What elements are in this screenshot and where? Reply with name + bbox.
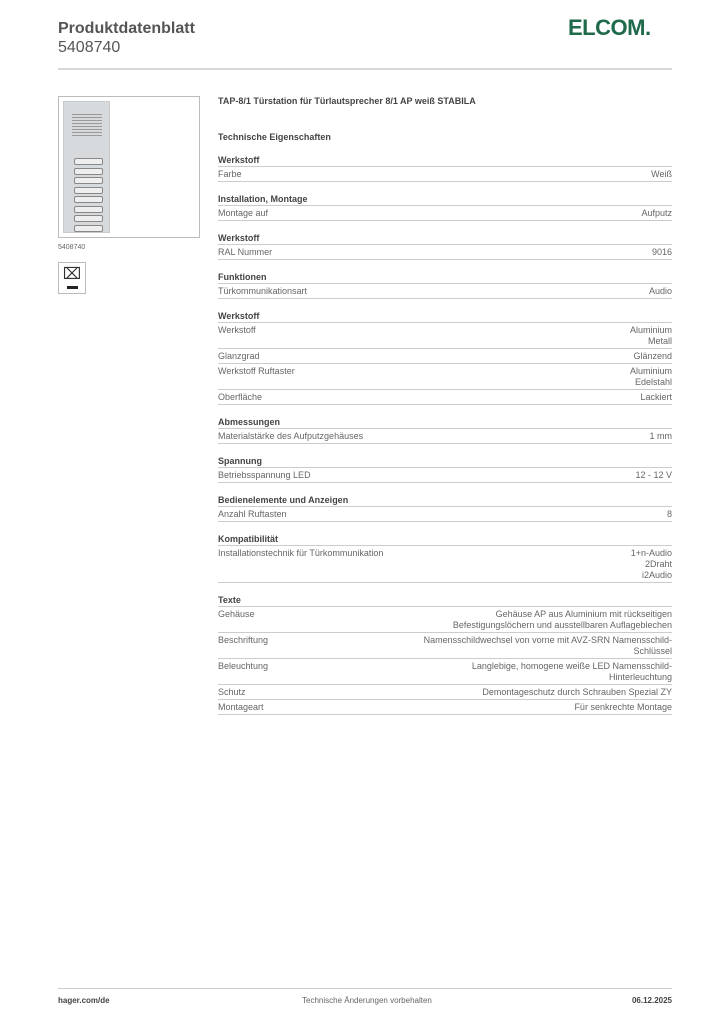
spec-value: Audio: [648, 286, 672, 296]
spec-label: Beleuchtung: [218, 661, 269, 671]
spec-value: 8: [666, 509, 672, 519]
speaker-grill-line: [72, 117, 102, 118]
speaker-grill-line: [72, 135, 102, 136]
spec-value: Aluminium Edelstahl: [629, 366, 672, 387]
spec-section: [218, 595, 672, 715]
spec-value: Aufputz: [641, 208, 672, 218]
spec-section: [218, 233, 672, 260]
image-caption: 5408740: [58, 244, 86, 251]
spec-value: 1 mm: [649, 431, 672, 441]
call-button: [74, 187, 103, 194]
section-heading: Bedienelemente und Anzeigen: [218, 495, 672, 507]
call-button: [74, 158, 103, 165]
spec-value: Demontageschutz durch Schrauben Spezial ZY: [482, 687, 672, 697]
spec-label: Werkstoff Ruftaster: [218, 366, 295, 376]
spec-label: Oberfläche: [218, 392, 263, 402]
section-heading: Werkstoff: [218, 311, 672, 323]
section-heading: Kompatibilität: [218, 534, 672, 546]
spec-label: Installationstechnik für Türkommunikation: [218, 548, 384, 558]
spec-value: 1+n-Audio 2Draht i2Audio: [630, 548, 672, 580]
call-button: [74, 196, 103, 203]
footer-link[interactable]: hager.com/de: [58, 996, 110, 1005]
spec-value: Namensschildwechsel von vorne mit AVZ-SRN Namensschild- Schlüssel: [423, 635, 672, 656]
spec-row: [218, 633, 672, 659]
product-details: [218, 96, 672, 715]
speaker-grill-line: [72, 132, 102, 133]
spec-section: [218, 194, 672, 221]
spec-section: [218, 311, 672, 405]
spec-label: Gehäuse: [218, 609, 255, 619]
tech-heading: Technische Eigenschaften: [218, 132, 331, 142]
spec-label: Montageart: [218, 702, 264, 712]
product-image: [58, 96, 200, 238]
spec-section: [218, 417, 672, 444]
section-heading: Abmessungen: [218, 417, 672, 429]
spec-row: [218, 284, 672, 299]
spec-row: [218, 468, 672, 483]
section-heading: Installation, Montage: [218, 194, 672, 206]
product-number: 5408740: [58, 39, 121, 56]
spec-label: Montage auf: [218, 208, 269, 218]
spec-row: [218, 607, 672, 633]
spec-value: Glänzend: [633, 351, 672, 361]
footer-note: Technische Änderungen vorbehalten: [302, 996, 432, 1005]
spec-value: 9016: [651, 247, 672, 257]
header-divider: [58, 68, 672, 70]
footer-date: 06.12.2025: [631, 996, 672, 1005]
spec-row: [218, 206, 672, 221]
spec-label: Werkstoff: [218, 325, 256, 335]
spec-row: [218, 349, 672, 364]
speaker-grill-line: [72, 114, 102, 115]
product-title: TAP-8/1 Türstation für Türlautsprecher 8/1 AP weiß STABILA: [218, 96, 476, 106]
section-heading: Funktionen: [218, 272, 672, 284]
spec-row: [218, 390, 672, 405]
spec-label: Beschriftung: [218, 635, 269, 645]
spec-value: Langlebige, homogene weiße LED Namensschild- Hinterleuchtung: [471, 661, 672, 682]
spec-section: [218, 456, 672, 483]
footer-divider: [58, 988, 672, 989]
spec-sections: [218, 155, 672, 715]
door-station-panel: [63, 101, 110, 233]
spec-label: Glanzgrad: [218, 351, 260, 361]
call-button: [74, 206, 103, 213]
spec-value: Für senkrechte Montage: [574, 702, 672, 712]
spec-section: [218, 272, 672, 299]
spec-row: [218, 507, 672, 522]
spec-value: Aluminium Metall: [629, 325, 672, 346]
spec-label: Farbe: [218, 169, 242, 179]
spec-label: Türkommunikationsart: [218, 286, 308, 296]
spec-row: [218, 700, 672, 715]
spec-label: RAL Nummer: [218, 247, 273, 257]
spec-section: [218, 495, 672, 522]
call-button: [74, 177, 103, 184]
section-heading: Texte: [218, 595, 672, 607]
section-heading: Werkstoff: [218, 155, 672, 167]
speaker-grill-line: [72, 126, 102, 127]
spec-row: [218, 245, 672, 260]
spec-label: Materialstärke des Aufputzgehäuses: [218, 431, 364, 441]
spec-row: [218, 167, 672, 182]
section-heading: Werkstoff: [218, 233, 672, 245]
speaker-grill-line: [72, 129, 102, 130]
spec-section: [218, 155, 672, 182]
speaker-grill-line: [72, 120, 102, 121]
spec-row: [218, 429, 672, 444]
spec-label: Betriebsspannung LED: [218, 470, 311, 480]
spec-value: Weiß: [651, 169, 672, 179]
speaker-grill-line: [72, 123, 102, 124]
spec-value: Gehäuse AP aus Aluminium mit rückseitigen Befestigungslöchern und ausstellbaren Auflageblechen: [452, 609, 672, 630]
call-button: [74, 168, 103, 175]
spec-label: Schutz: [218, 687, 246, 697]
section-heading: Spannung: [218, 456, 672, 468]
spec-row: [218, 685, 672, 700]
page-title: Produktdatenblatt: [58, 20, 195, 37]
call-button: [74, 215, 103, 222]
call-button: [74, 225, 103, 232]
spec-row: [218, 546, 672, 583]
elcom-logo: ELCOM.: [568, 15, 651, 40]
spec-section: [218, 534, 672, 583]
spec-value: 12 - 12 V: [635, 470, 672, 480]
spec-value: Lackiert: [640, 392, 672, 402]
spec-row: [218, 323, 672, 349]
weee-crossed-bin-icon: ⌧: [58, 262, 86, 294]
spec-label: Anzahl Ruftasten: [218, 509, 287, 519]
spec-row: [218, 364, 672, 390]
spec-row: [218, 659, 672, 685]
